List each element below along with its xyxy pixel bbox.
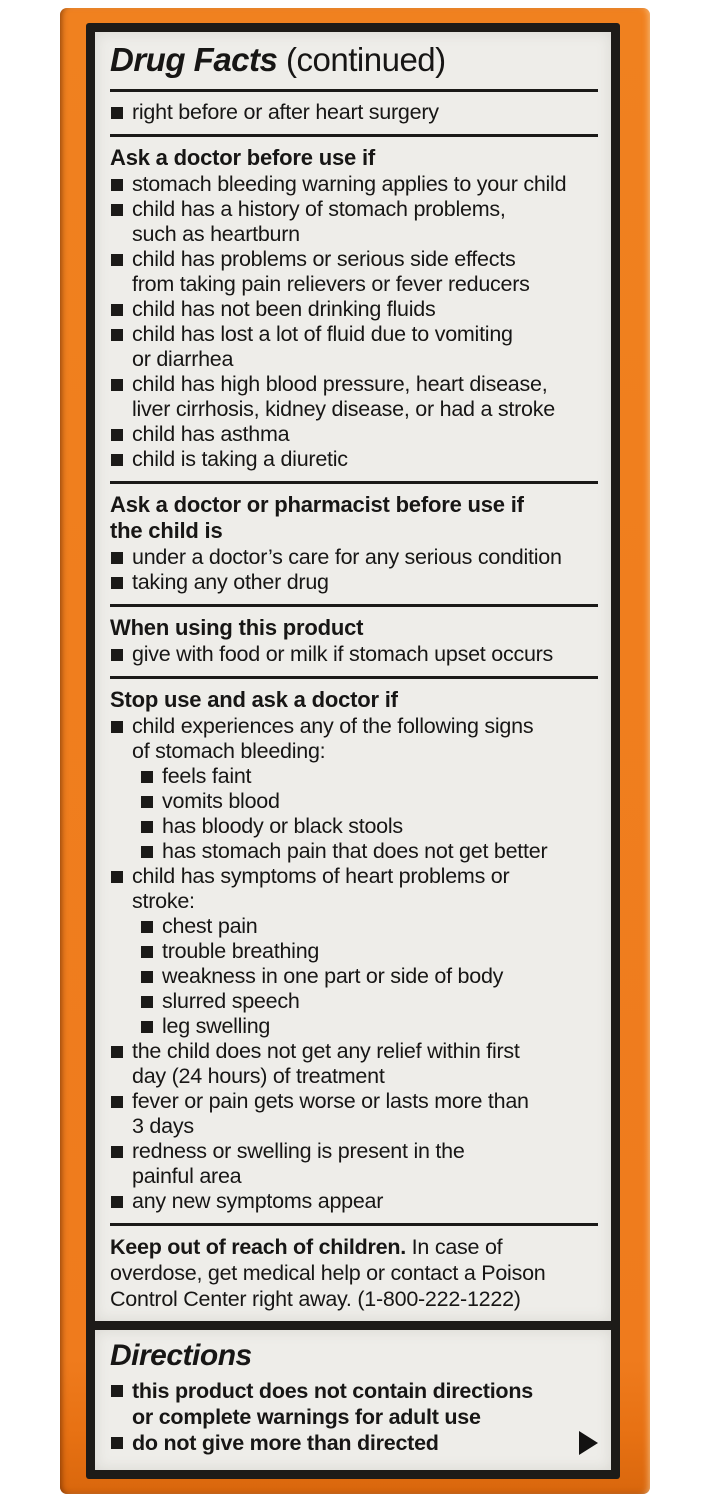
bullet-item	[110, 1039, 598, 1089]
bullet-item	[110, 100, 598, 125]
bullet-text: child has asthma	[132, 422, 290, 446]
bullet-square-icon	[111, 871, 123, 883]
bullet-item	[110, 1430, 598, 1456]
bullet-text: vomits blood	[162, 789, 280, 813]
section-divider	[110, 481, 598, 484]
bullet-text: has stomach pain that does not get better	[162, 839, 548, 863]
pre-items	[110, 100, 598, 125]
title-divider	[110, 89, 598, 92]
sub-bullet-item	[140, 764, 598, 789]
sub-bullet-item	[140, 914, 598, 939]
bullet-square-icon	[111, 179, 123, 191]
bullet-text: trouble breathing	[162, 939, 320, 963]
bullet-square-icon	[111, 254, 123, 266]
bullet-item	[110, 570, 598, 595]
bullet-item	[110, 422, 598, 447]
section-divider	[110, 134, 598, 137]
bullet-text: fever or pain gets worse or lasts more than 3 days	[132, 1089, 529, 1138]
bullet-square-icon	[111, 204, 123, 216]
bullet-text: stomach bleeding warning applies to your child	[132, 172, 567, 196]
directions-panel	[95, 1330, 611, 1470]
bullet-text: child has symptoms of heart problems or stroke:	[132, 864, 510, 913]
bullet-square-icon	[111, 552, 123, 564]
bullet-text: this product does not contain directions or complete warnings for adult use	[132, 1379, 533, 1429]
sub-bullet-item	[140, 839, 598, 864]
bullet-text: under a doctor’s care for any serious condition	[132, 545, 562, 569]
drug-facts-panel	[95, 32, 611, 1321]
bullet-text: weakness in one part or side of body	[162, 964, 504, 988]
bullet-square-icon	[111, 649, 123, 661]
bullet-square-icon	[111, 1196, 123, 1208]
bullet-text: the child does not get any relief within first day (24 hours) of treatment	[132, 1039, 520, 1088]
bullet-text: feels faint	[162, 764, 252, 788]
section-divider	[110, 676, 598, 679]
bullet-square-icon	[141, 1021, 153, 1033]
section-divider	[110, 604, 598, 607]
bullet-text: taking any other drug	[132, 570, 329, 594]
section-heading: Ask a doctor before use if	[110, 145, 375, 170]
bullet-text: give with food or milk if stomach upset occurs	[132, 642, 554, 666]
bullet-text: chest pain	[162, 914, 258, 938]
label-frame	[86, 23, 620, 1479]
bullet-item	[110, 1089, 598, 1139]
drug-facts-title	[110, 40, 598, 80]
bullet-item	[110, 297, 598, 322]
keep-out-lead: Keep out of reach of children.	[110, 1235, 406, 1259]
bullet-text: child has lost a lot of fluid due to vomiting or diarrhea	[132, 322, 513, 371]
product-box	[60, 8, 650, 1494]
bullet-item	[110, 322, 598, 372]
bullet-item	[110, 545, 598, 570]
section-divider	[110, 1223, 598, 1226]
bullet-item	[110, 1139, 598, 1189]
section-heading: Ask a doctor or pharmacist before use if the child is	[110, 492, 524, 543]
bullet-item	[110, 372, 598, 422]
bullet-text: child has high blood pressure, heart disease, liver cirrhosis, kidney disease, or had a stroke	[132, 372, 555, 421]
bullet-square-icon	[111, 107, 123, 119]
bullet-text: child experiences any of the following signs of stomach bleeding:	[132, 714, 534, 763]
directions-title: Directions	[110, 1339, 252, 1372]
bullet-text: do not give more than directed	[132, 1431, 439, 1455]
bullet-square-icon	[111, 1146, 123, 1158]
bullet-square-icon	[111, 577, 123, 589]
continue-arrow-icon	[579, 1431, 598, 1455]
bullet-text: any new symptoms appear	[132, 1189, 384, 1213]
bullet-text: leg swelling	[162, 1014, 271, 1038]
bullet-text: child has a history of stomach problems, such as heartburn	[132, 197, 506, 246]
bullet-square-icon	[141, 946, 153, 958]
bullet-text: redness or swelling is present in the painful area	[132, 1139, 465, 1188]
sub-bullet-item	[140, 964, 598, 989]
bullet-square-icon	[111, 1046, 123, 1058]
bullet-text: child has problems or serious side effects from taking pain relievers or fever reducers	[132, 247, 530, 296]
bullet-square-icon	[141, 996, 153, 1008]
bullet-square-icon	[111, 1096, 123, 1108]
bullet-item	[110, 247, 598, 297]
bullet-square-icon	[141, 846, 153, 858]
bullet-square-icon	[111, 329, 123, 341]
bullet-square-icon	[141, 771, 153, 783]
bullet-square-icon	[141, 821, 153, 833]
section-heading: When using this product	[110, 615, 364, 640]
bullet-item	[110, 447, 598, 472]
bullet-square-icon	[111, 429, 123, 441]
sub-bullet-item	[140, 789, 598, 814]
sub-bullet-item	[140, 814, 598, 839]
bullet-item	[110, 197, 598, 247]
bullet-item	[110, 1189, 598, 1214]
bullet-text: slurred speech	[162, 989, 300, 1013]
bullet-square-icon	[141, 796, 153, 808]
sub-bullet-item	[140, 939, 598, 964]
bullet-square-icon	[111, 454, 123, 466]
bullet-text: right before or after heart surgery	[132, 100, 439, 124]
drug-facts-title-suffix: (continued)	[286, 41, 446, 78]
bullet-square-icon	[141, 921, 153, 933]
keep-out-of-reach-paragraph	[110, 1234, 598, 1312]
bullet-item	[110, 642, 598, 667]
sub-bullet-item	[140, 989, 598, 1014]
bullet-item	[110, 172, 598, 197]
keep-out-text: In case of overdose, get medical help or contact a Poison Control Center right away. (1-800-222-1222)	[110, 1235, 546, 1311]
bullet-square-icon	[141, 971, 153, 983]
bullet-square-icon	[111, 379, 123, 391]
bullet-item	[110, 1378, 598, 1430]
section-heading: Stop use and ask a doctor if	[110, 687, 398, 712]
bullet-square-icon	[111, 721, 123, 733]
directions-items	[110, 1378, 598, 1456]
bullet-text: child has not been drinking fluids	[132, 297, 436, 321]
sub-bullet-item	[140, 1014, 598, 1039]
bullet-text: child is taking a diuretic	[132, 447, 348, 471]
bullet-square-icon	[111, 304, 123, 316]
bullet-item	[110, 864, 598, 914]
sections	[110, 134, 598, 1226]
bullet-text: has bloody or black stools	[162, 814, 403, 838]
bullet-item	[110, 714, 598, 764]
bullet-square-icon	[111, 1385, 123, 1397]
bullet-square-icon	[111, 1437, 123, 1449]
drug-facts-title-text: Drug Facts	[110, 41, 278, 78]
